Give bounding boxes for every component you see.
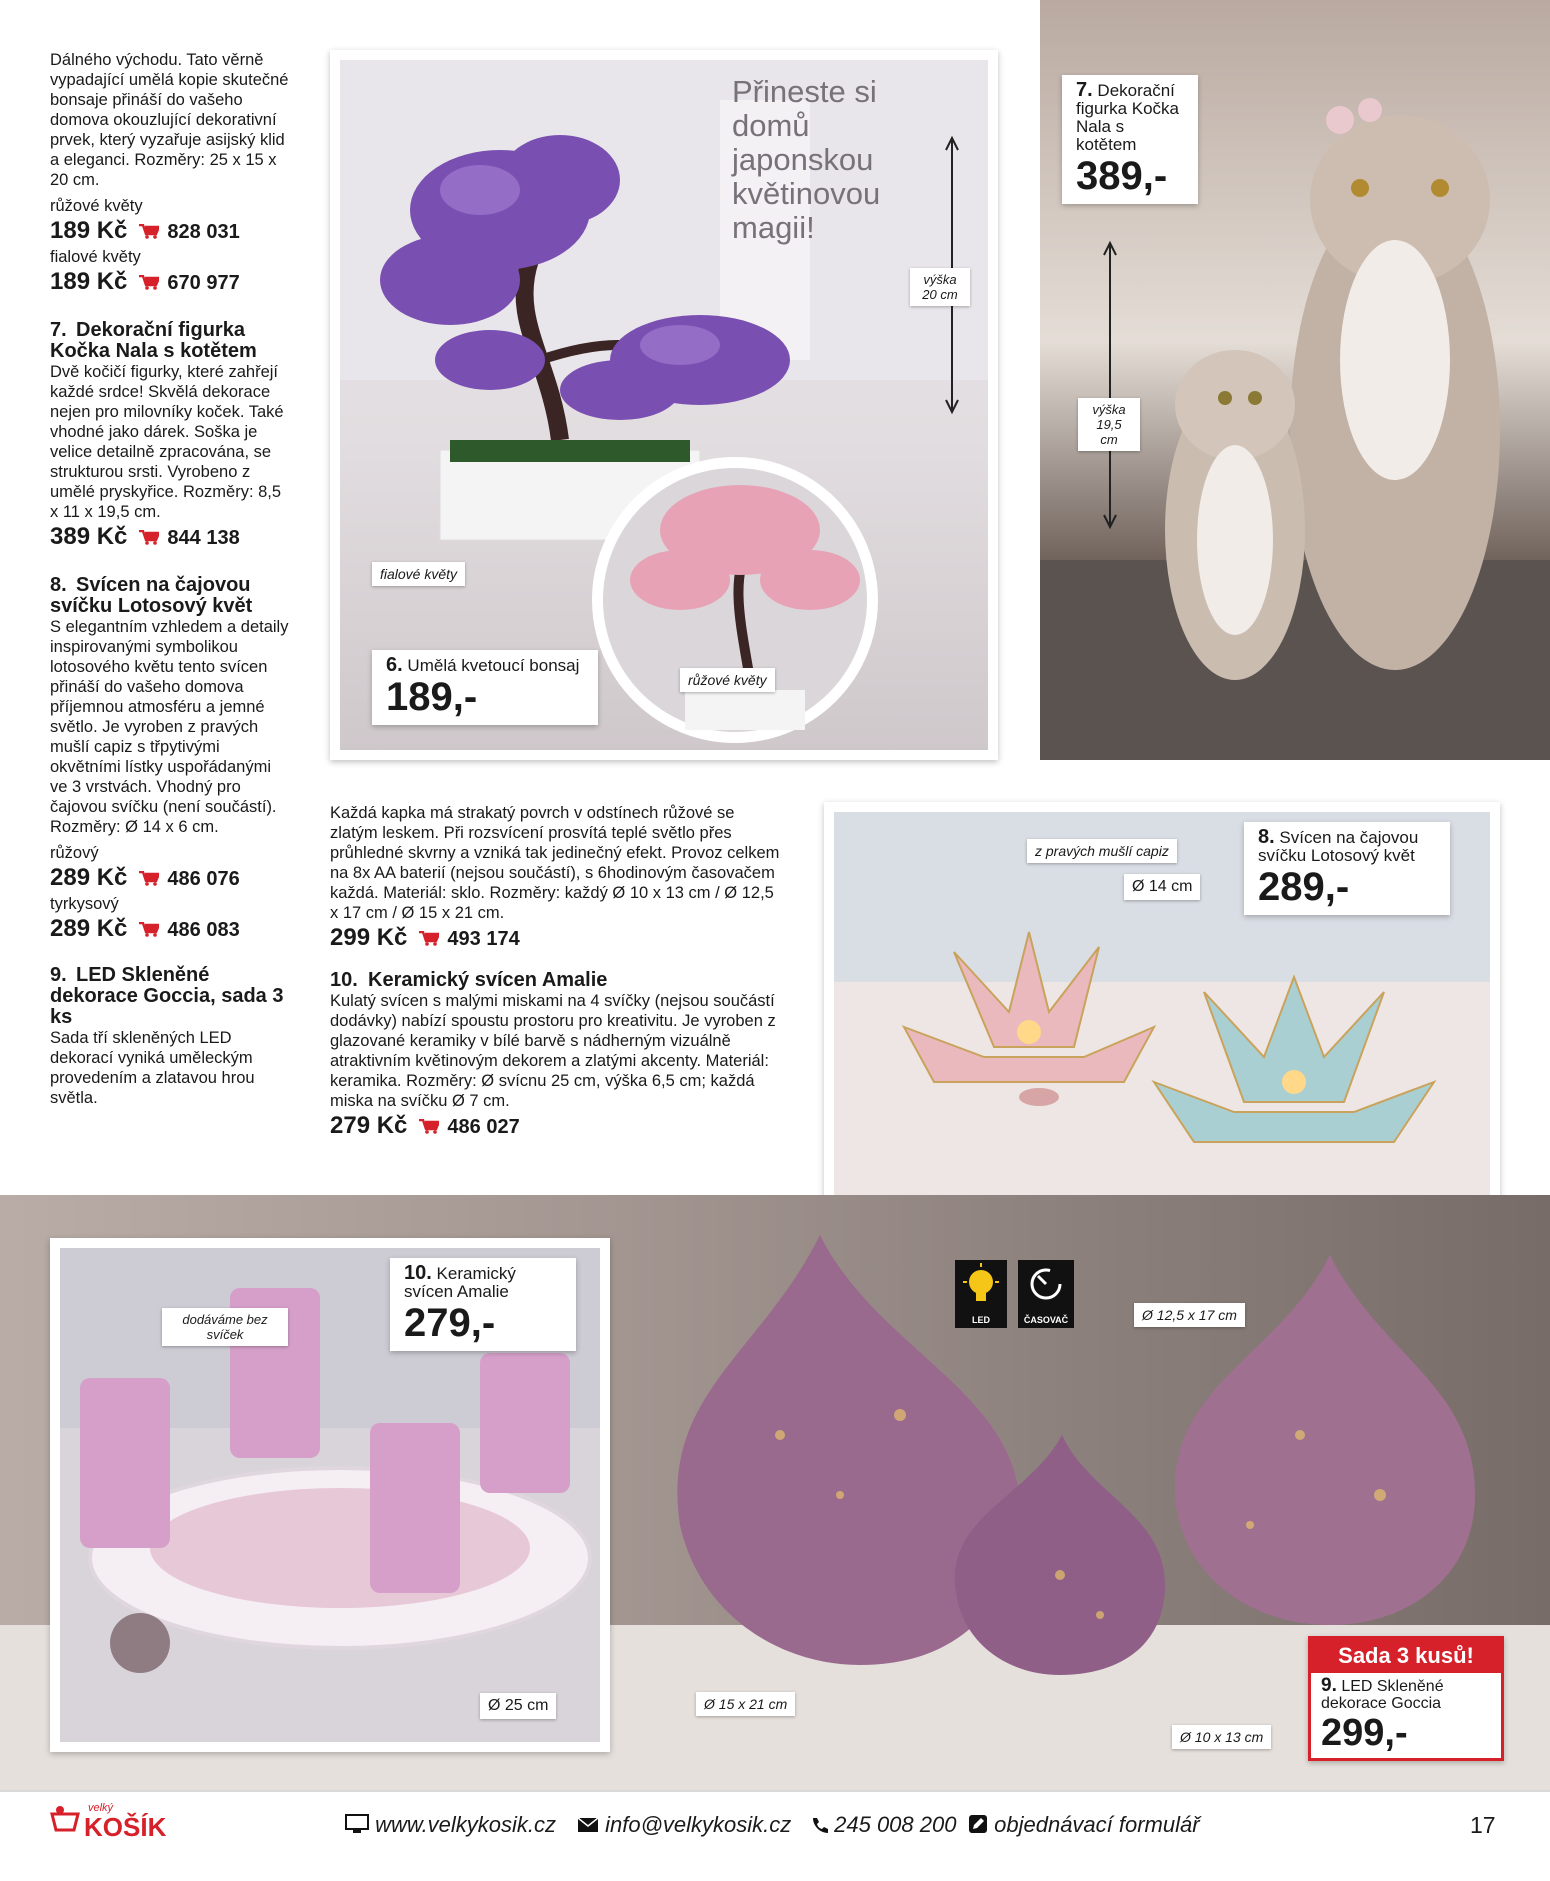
- cart-icon[interactable]: [139, 871, 159, 886]
- order-code: 670 977: [167, 272, 240, 294]
- price-tag-value: 389,-: [1076, 154, 1168, 198]
- price-row: [330, 923, 782, 954]
- item-8-heading: 8. Svícen na čajovou svíčku Lotosový květ: [50, 574, 253, 617]
- lotus-photo: [824, 802, 1500, 1216]
- price: 289 Kč: [50, 864, 128, 891]
- variant-label: fialové květy: [50, 248, 141, 266]
- bonsai-photo: [330, 50, 998, 760]
- order-code: 844 138: [167, 527, 240, 549]
- price-tag-8: 8. Svícen na čajovou svíčku Lotosový květ 289,-: [1244, 822, 1450, 915]
- order-code: 486 076: [167, 868, 240, 890]
- variant-label: tyrkysový: [50, 895, 119, 913]
- logo[interactable]: velký KOŠÍK: [48, 1802, 82, 1841]
- bonsai-intro-text: Dálného východu. Tato věrně vypadající umělá kopie skutečné bonsaje přináší do vašeho domova okouzlující dekorativní prvek, který vyzařuje asijský klid a eleganci. Rozměry: 25 x 15 x 20 cm.: [50, 51, 289, 189]
- page-number: 17: [1470, 1812, 1496, 1838]
- variant-label: růžové květy: [50, 197, 143, 215]
- cat-height-label: výška 19,5 cm: [1078, 398, 1140, 451]
- phone-link[interactable]: 245 008 200: [810, 1812, 956, 1838]
- cart-icon[interactable]: [139, 275, 159, 290]
- drop-size-xl: Ø 15 x 21 cm: [696, 1692, 795, 1716]
- purple-variant-label: fialové květy: [372, 562, 465, 586]
- variant-label: růžový: [50, 844, 99, 862]
- footer: [0, 1790, 1550, 1852]
- envelope-icon: [577, 1817, 599, 1833]
- price-row: [50, 863, 292, 894]
- led-badge: LED: [955, 1260, 1007, 1328]
- item-8-description: S elegantním vzhledem a detaily inspirovanými symbolikou lotosového květu tento svícen přináší do vašeho domova příjemnou atmosféru a jemné světlo. Je vyroben z pravých mušlí capiz s třpytivými okvětními lístky uspořádanými ve 3 vrstvách. Vhodný pro čajovou svíčku (není součástí). Rozměry: Ø 14 x 6 cm.: [50, 618, 289, 836]
- price-tag-7: 7. Dekorační figurka Kočka Nala s kotětem 389,-: [1062, 75, 1198, 204]
- order-code: 828 031: [167, 221, 240, 243]
- item-9-heading: 9. LED Skleněné dekorace Goccia, sada 3 ks: [50, 964, 284, 1028]
- bonsai-slogan: Přineste si domů japonskou květinovou magii!: [732, 74, 881, 245]
- price-tag-value: 289,-: [1258, 865, 1350, 909]
- left-column: [50, 50, 292, 1108]
- drop-size-small: Ø 10 x 13 cm: [1172, 1725, 1271, 1749]
- timer-icon: [1018, 1260, 1074, 1310]
- order-code: 493 174: [447, 928, 520, 950]
- no-candles-label: dodáváme bez svíček: [162, 1308, 288, 1346]
- price-tag-value: 299,-: [1321, 1712, 1408, 1754]
- cart-icon[interactable]: [419, 931, 439, 946]
- item-9-description-cont: Každá kapka má strakatý povrch v odstínech růžové se zlatým leskem. Při rozsvícení prosvítá teplé světlo přes průhledné skvrny a vzniká tak jedinečný efekt. Provoz celkem na 8x AA baterií (nejsou součástí), s 6hodinovým časovačem každá. Materiál: sklo. Rozměry: každý Ø 10 x 13 cm / Ø 12,5 x 17 cm / Ø 15 x 21 cm.: [330, 804, 780, 922]
- drops-photo: [0, 1195, 1550, 1790]
- bulb-icon: [955, 1260, 1007, 1310]
- item-10-heading: 10. Keramický svícen Amalie: [330, 969, 608, 991]
- email-link[interactable]: info@velkykosik.cz: [577, 1812, 791, 1838]
- price: 279 Kč: [330, 1112, 408, 1139]
- order-code: 486 083: [167, 919, 240, 941]
- order-form-link[interactable]: objednávací formulář: [968, 1812, 1200, 1838]
- lotus-size-label: Ø 14 cm: [1124, 874, 1200, 900]
- timer-badge: ČASOVAČ: [1018, 1260, 1074, 1328]
- basket-logo-icon: [48, 1802, 82, 1836]
- price-row: [50, 522, 292, 553]
- price-row: [50, 216, 292, 247]
- price: 189 Kč: [50, 268, 128, 295]
- item-9-description: Sada tří skleněných LED dekorací vyniká uměleckým provedením a zlatavou hrou světla.: [50, 1029, 255, 1107]
- price-row: [50, 267, 292, 298]
- capiz-label: z pravých mušlí capiz: [1027, 839, 1177, 863]
- price-tag-6: 6. Umělá kvetoucí bonsaj 189,-: [372, 650, 598, 725]
- cat-photo: [1040, 0, 1550, 760]
- item-7-description: Dvě kočičí figurky, které zahřejí každé srdce! Skvělá dekorace nejen pro milovníky koček. Také vhodné jako dárek. Soška je velice detailně zpracována, se strukturou srsti. Vyrobeno z umělé pryskyřice. Rozměry: 8,5 x 11 x 19,5 cm.: [50, 363, 284, 521]
- phone-icon: [810, 1816, 828, 1834]
- edit-icon: [968, 1814, 988, 1834]
- candle-photo: [50, 1238, 610, 1752]
- pink-variant-label: růžové květy: [680, 668, 775, 692]
- middle-column: [330, 803, 782, 1142]
- price: 289 Kč: [50, 915, 128, 942]
- price-row: [330, 1111, 782, 1142]
- website-link[interactable]: www.velkykosik.cz: [345, 1812, 556, 1838]
- set-banner: Sada 3 kusů!: [1311, 1639, 1501, 1673]
- item-10-description: Kulatý svícen s malými miskami na 4 svíčky (nejsou součástí dodávky) nabízí spoustu prostoru pro kreativitu. Je vyroben z glazované keramiky v bílé barvě s nádherným vizuálně atraktivním květinovým dekorem a zlatými akcenty. Materiál: keramika. Rozměry: Ø svícnu 25 cm, výška 6,5 cm; každá miska na svíčku Ø 7 cm.: [330, 992, 776, 1110]
- price-tag-10: 10. Keramický svícen Amalie 279,-: [390, 1258, 576, 1351]
- price: 389 Kč: [50, 523, 128, 550]
- cart-icon[interactable]: [139, 224, 159, 239]
- candle-size-label: Ø 25 cm: [480, 1693, 556, 1719]
- price-tag-value: 189,-: [386, 675, 478, 719]
- drop-size-large: Ø 12,5 x 17 cm: [1134, 1303, 1245, 1327]
- price: 189 Kč: [50, 217, 128, 244]
- monitor-icon: [345, 1814, 369, 1834]
- item-7-heading: 7. Dekorační figurka Kočka Nala s kotětem: [50, 319, 257, 362]
- cart-icon[interactable]: [139, 530, 159, 545]
- price: 299 Kč: [330, 924, 408, 951]
- cart-icon[interactable]: [419, 1119, 439, 1134]
- order-code: 486 027: [447, 1116, 520, 1138]
- height-label: výška 20 cm: [910, 268, 970, 306]
- price-tag-value: 279,-: [404, 1301, 496, 1345]
- price-tag-9: Sada 3 kusů! 9. LED Skleněné dekorace Goccia 299,-: [1308, 1636, 1504, 1761]
- cart-icon[interactable]: [139, 922, 159, 937]
- price-row: [50, 914, 292, 945]
